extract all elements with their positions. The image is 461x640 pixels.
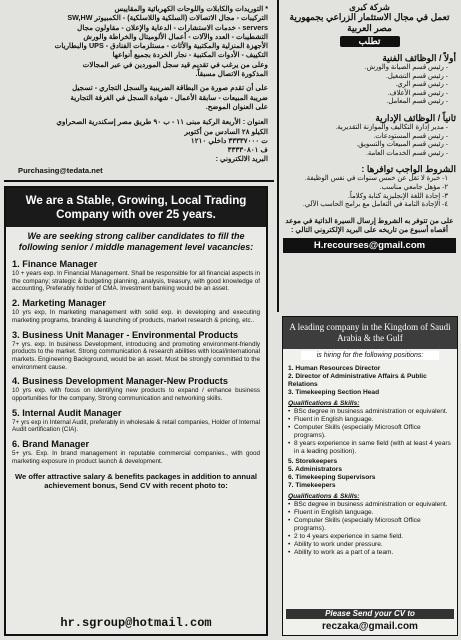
tender-line: المذكورة الاتصال مسبقاً.: [195, 69, 268, 79]
job-description: 7+ yrs. exp. In business Development, introducing and promoting environment-friendly products to the market. Strong communication & research abilities with local/international markets. Engineering Background, would be an asset. Must be strongly committed to the environment cause.: [12, 340, 260, 371]
job-item: - رئيس قسم المعامل.: [386, 98, 448, 106]
tender-line: التركيبات - مجال الاتصالات (السلكية واللاسلكية) - الكمبيوتر SW,HW: [67, 13, 268, 23]
tender-line: الأجهزة المنزلية والمكتبية والأثاث - مستلزمات الفنادق - UPS والبطاريات: [54, 41, 268, 51]
tender-email[interactable]: Purchasing@tedata.net: [18, 165, 103, 175]
qualification-item: • Computer Skills (especially Microsoft Office programs).: [288, 517, 452, 533]
tender-email-row: [8, 154, 268, 163]
tender-lines: [8, 4, 268, 78]
job-title: 6. Brand Manager: [12, 439, 90, 450]
qualification-item: • Ability to work under pressure.: [288, 541, 452, 549]
qualifications-2: [288, 501, 452, 557]
job-item: - مدير إدارة التكاليف والموازنة التقديرية.: [335, 123, 448, 131]
requirement-item: ٤- الإجادة التامة في التعامل مع برامج الحاسب الآلي.: [302, 201, 448, 209]
ad-head: شركة كبرى: [349, 2, 390, 12]
qualification-item: • BSc degree in business administration or equivalent.: [288, 408, 452, 416]
tender-doc-line: ضريبة المبيعات - سابقة الأعمال - شهادة السجل في الغرفة التجارية: [70, 92, 268, 102]
ad-email[interactable]: reczaka@gmail.com: [322, 621, 418, 632]
ad-email[interactable]: hr.sgroup@hotmail.com: [60, 616, 212, 630]
position-item: 2. Director of Administrative Affairs & Public Relations: [288, 373, 427, 388]
job-item: - رئيس قسم الأعلاف.: [387, 89, 448, 97]
job-item: - رئيس قسم الخدمات العامة.: [365, 149, 448, 157]
requirement-item: ١- خبرة لا تقل عن خمس سنوات في نفس الوظيفة.: [304, 175, 448, 183]
ad-banner: We are a Stable, Growing, Local Trading Company with over 25 years.: [6, 188, 266, 227]
ad-banner: A leading company in the Kingdom of Saudi Arabia & the Gulf: [283, 317, 457, 349]
section-technical: أولاً / الوظائف الفنية: [382, 53, 456, 63]
job-description: 10 yrs exp. with focus on identifying new products to expand / enhance business opportunities for the company, Strong communication and networking skills.: [12, 387, 260, 403]
job-item: - رئيس قسم الصيانة والورش.: [364, 64, 448, 71]
trading-company-ad: [4, 186, 268, 636]
job-description: 7+ yrs exp in Internal Audit, preferably in wholesale & retail companies, Holder of Internal Audit certification (CIA).: [12, 418, 260, 434]
requires-tag: تطلب: [340, 36, 400, 47]
qualification-item: • Fluent in English language.: [288, 416, 452, 424]
position-item: 6. Timekeeping Supervisors: [288, 474, 376, 481]
job-title: 3. Business Unit Manager - Environmental Products: [12, 329, 239, 340]
ad-footer: We offer attractive salary & benefits packages in addition to annual achievement bonus, Send CV with recent photo to:: [14, 471, 258, 490]
job-item: - رئيس قسم المبيعات والتسويق.: [356, 141, 448, 149]
tender-docs: [8, 83, 268, 111]
address-line: العنوان : الأربعة الركبة مبنى ١١ - ب ٩٠ طريق مصر إسكندرية الصحراوي: [56, 117, 268, 127]
position-item: 5. Administrators: [288, 466, 342, 473]
job-item: - رئيس قسم المستودعات.: [373, 132, 448, 140]
divider: [4, 180, 274, 182]
tender-line: التشطيبات - العدد والآلات - أعمال الألوميتال والخراطة والورش: [83, 31, 268, 41]
address-line: ف ٣٣٣٣٠٨٠١: [227, 145, 268, 155]
admin-list: [283, 124, 456, 158]
qualifications-label: Qualifications & Skills:: [288, 493, 360, 500]
job-item: - رئيس قسم الري.: [395, 81, 448, 89]
technical-list: [283, 64, 456, 107]
section-requirements: الشروط الواجب توافرها :: [361, 164, 456, 175]
tender-notice: [4, 2, 272, 178]
requirement-item: ٣- إجادة اللغة الإنجليزية كتابة وكلاماً.: [348, 192, 448, 200]
qualification-item: • 8 years experience in same field (with at least 4 years in a leading position).: [288, 440, 452, 456]
positions-group-1: [288, 365, 452, 397]
job-description: 5+ yrs. Exp. In brand management in reputable commercial companies., with good marketing exposure in product launch & development.: [12, 450, 260, 465]
position-item: 5. Storekeepers: [288, 458, 338, 465]
job-description: 10 + years exp. In Financial Management. Shall be responsible for all financial aspects in the company; strategic & budgeting planning, analysis, treasury, with good knowledge of accounting, Preferably holder of CMA. Investment banking would be an asset.: [12, 270, 260, 293]
qualification-item: • Computer Skills (especially Microsoft Office programs).: [288, 424, 452, 440]
qualification-item: • Ability to work as a part of a team.: [288, 549, 452, 557]
address-line: الكيلو ٢٨ السادس من أكتوبر: [184, 126, 268, 136]
ad-subhead: تعمل في مجال الاستثمار الزراعي بجمهورية مصر العربية: [289, 12, 450, 33]
requirements-list: [283, 175, 456, 209]
job-title: 5. Internal Audit Manager: [12, 407, 122, 418]
job-title: 1. Finance Manager: [12, 259, 98, 269]
address-line: ت ٣٣٣٣٧٠٠٠ داخلي ١٢١٠: [190, 135, 268, 145]
positions: [283, 362, 457, 560]
saudi-company-ad: [282, 316, 458, 636]
position-item: 3. Timekeeping Section Head: [288, 389, 380, 396]
tender-doc-line: على أن تقدم صورة من البطاقة الضريبية والسجل التجاري - تسجيل: [72, 83, 268, 93]
apply-note: على من تتوفر به الشروط إرسال السيرة الذاتية في موعد أقصاه أسبوع من تاريخه على البريد الإلكتروني التالي :: [285, 215, 454, 234]
position-item: 1. Human Resources Director: [288, 365, 381, 372]
positions-group-2: [288, 458, 452, 490]
qualification-item: • BSc degree in business administration or equivalent.: [288, 501, 452, 509]
qualifications-1: [288, 408, 452, 456]
hiring-line: is hiring for the following positions:: [301, 351, 439, 360]
tender-doc-line: على العنوان الموضح.: [205, 101, 268, 111]
job-list: [6, 259, 266, 466]
requirement-item: ٢- مؤهل جامعي مناسب.: [379, 183, 448, 191]
qualification-item: • Fluent in English language.: [288, 509, 452, 517]
job-item: - رئيس قسم التشغيل.: [385, 72, 448, 80]
qualifications-label: Qualifications & Skills:: [288, 400, 360, 407]
position-item: 7. Timekeepers: [288, 482, 336, 489]
apply-email[interactable]: H.recourses@gmail.com: [283, 238, 456, 253]
tender-line: وعلى من يرغب في تقديم قيد سجل الموردين في عبر المجالات: [82, 59, 268, 69]
job-title: 2. Marketing Manager: [12, 298, 106, 309]
ad-lead: We are seeking strong caliber candidates to fill the following senior / middle management level vacancies:: [18, 231, 254, 252]
send-cv-bar: Please Send your CV to: [286, 609, 454, 619]
tender-line: التكييف - الأدوات المكتبية - نجار الخردة بجميع أنواعها: [112, 50, 268, 60]
tender-address: [8, 117, 268, 154]
email-label: البريد الالكتروني :: [215, 154, 268, 164]
qualification-item: • 2 to 4 years experience in same field.: [288, 533, 452, 541]
agri-company-ad: [277, 0, 460, 312]
section-admin: ثانياً / الوظائف الإدارية: [375, 112, 456, 123]
tender-line: * التوريدات والكابلات واللوحات الكهربائية والمقاييس: [114, 4, 268, 13]
job-description: 10 yrs exp, In marketing management with solid exp. in developing and executing marketing programs, branding & launching of products, market research & pricing, etc..: [12, 309, 260, 324]
job-title: 4. Business Development Manager-New Products: [12, 376, 228, 387]
tender-line: servers - خدمات الاستشارات - الدعاية والإعلان - مقاولون مجال: [77, 22, 268, 32]
